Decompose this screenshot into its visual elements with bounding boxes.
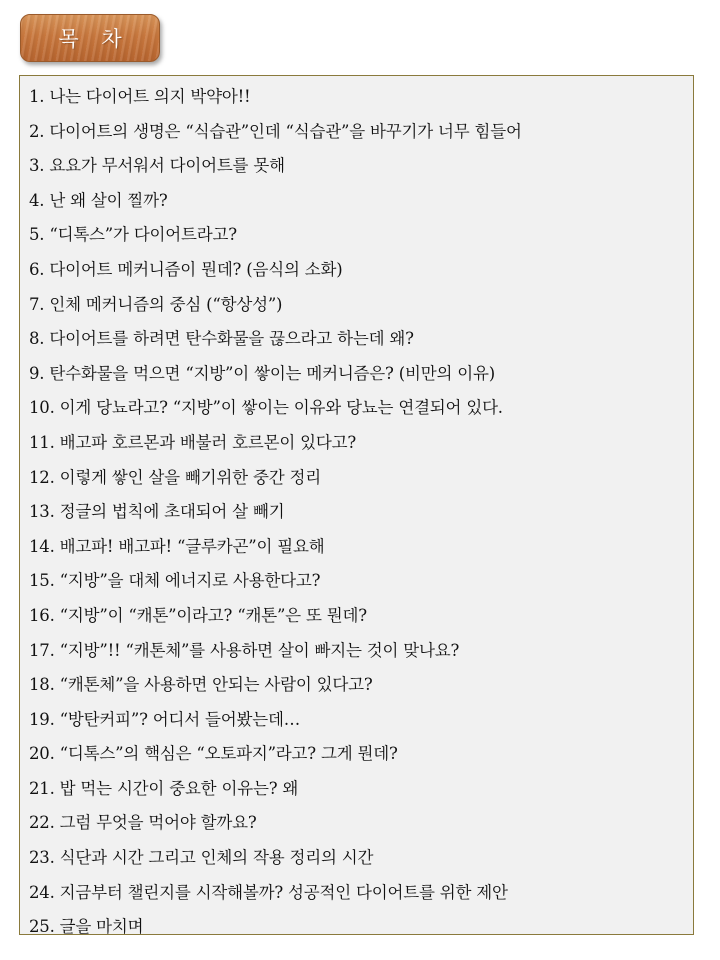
toc-item: [29, 218, 685, 253]
toc-item-number: 4.: [29, 190, 45, 210]
toc-item: [29, 149, 685, 184]
toc-item: [29, 841, 685, 876]
toc-item-title: 지금부터 챌린지를 시작해볼까? 성공적인 다이어트를 위한 제안: [59, 882, 508, 902]
toc-item-number: 5.: [29, 225, 45, 245]
toc-item: [29, 495, 685, 530]
table-of-contents: [19, 75, 694, 935]
toc-item-title: 다이어트 메커니즘이 뭔데? (음식의 소화): [49, 259, 343, 279]
toc-item: [29, 80, 685, 115]
toc-item-number: 21.: [29, 778, 55, 798]
toc-item-number: 16.: [29, 605, 55, 625]
toc-item-title: 인체 메커니즘의 중심 (“항상성”): [49, 294, 283, 314]
toc-item-title: “지방”!! “캐톤체”를 사용하면 살이 빠지는 것이 맞나요?: [59, 640, 460, 660]
toc-item-title: 정글의 법칙에 초대되어 살 빼기: [59, 502, 285, 522]
toc-item-number: 3.: [29, 156, 45, 176]
toc-title-badge: [20, 14, 160, 62]
toc-item: [29, 322, 685, 357]
toc-item: [29, 184, 685, 219]
toc-item-title: “디톡스”의 핵심은 “오토파지”라고? 그게 뭔데?: [59, 744, 398, 764]
toc-item-number: 9.: [29, 363, 45, 383]
toc-item-title: 글을 마치며: [59, 917, 144, 937]
toc-item-number: 25.: [29, 917, 55, 937]
toc-item-number: 12.: [29, 467, 55, 487]
toc-item: [29, 806, 685, 841]
page-title: 목 차: [58, 27, 130, 51]
toc-item-number: 6.: [29, 259, 45, 279]
toc-item-title: 탄수화물을 먹으면 “지방”이 쌓이는 메커니즘은? (비만의 이유): [49, 363, 495, 383]
toc-item: [29, 772, 685, 807]
toc-item-title: “캐톤체”을 사용하면 안되는 사람이 있다고?: [59, 675, 373, 695]
toc-item: [29, 910, 685, 945]
toc-item-title: “디톡스”가 다이어트라고?: [49, 225, 237, 245]
toc-item-number: 20.: [29, 744, 55, 764]
toc-item-number: 13.: [29, 502, 55, 522]
toc-item-number: 11.: [29, 432, 55, 452]
toc-item-number: 10.: [29, 398, 55, 418]
toc-item-number: 14.: [29, 536, 55, 556]
toc-item: [29, 564, 685, 599]
toc-item: [29, 634, 685, 669]
toc-item-number: 22.: [29, 813, 55, 833]
toc-item: [29, 391, 685, 426]
toc-item-number: 1.: [29, 87, 45, 106]
toc-list: [29, 80, 685, 945]
toc-item-title: “지방”이 “캐톤”이라고? “캐톤”은 또 뭔데?: [59, 605, 367, 625]
toc-item: [29, 461, 685, 496]
toc-item-title: 나는 다이어트 의지 박약아!!: [49, 87, 251, 106]
toc-item-title: 이렇게 쌓인 살을 빼기위한 중간 정리: [59, 467, 321, 487]
toc-item: [29, 599, 685, 634]
toc-item-number: 17.: [29, 640, 55, 660]
toc-item-title: 난 왜 살이 찔까?: [49, 190, 168, 210]
toc-item: [29, 288, 685, 323]
toc-item: [29, 703, 685, 738]
toc-item: [29, 530, 685, 565]
toc-item: [29, 876, 685, 911]
toc-item: [29, 253, 685, 288]
toc-item-number: 15.: [29, 571, 55, 591]
toc-item: [29, 426, 685, 461]
toc-item: [29, 668, 685, 703]
toc-item-number: 2.: [29, 121, 45, 141]
toc-item-title: “방탄커피”? 어디서 들어봤는데…: [59, 709, 301, 729]
toc-item-title: 식단과 시간 그리고 인체의 작용 정리의 시간: [59, 848, 374, 868]
toc-item-title: 이게 당뇨라고? “지방”이 쌓이는 이유와 당뇨는 연결되어 있다.: [59, 398, 503, 418]
toc-item-title: 배고파 호르몬과 배불러 호르몬이 있다고?: [59, 432, 357, 452]
toc-item-title: 요요가 무서워서 다이어트를 못해: [49, 156, 285, 176]
toc-item-number: 18.: [29, 675, 55, 695]
toc-item: [29, 737, 685, 772]
toc-item: [29, 115, 685, 150]
toc-item-title: 다이어트를 하려면 탄수화물을 끊으라고 하는데 왜?: [49, 329, 414, 349]
toc-item-title: 밥 먹는 시간이 중요한 이유는? 왜: [59, 778, 299, 798]
toc-item-title: “지방”을 대체 에너지로 사용한다고?: [59, 571, 321, 591]
toc-item-number: 19.: [29, 709, 55, 729]
toc-item-number: 23.: [29, 848, 55, 868]
toc-item-number: 24.: [29, 882, 55, 902]
toc-item-number: 8.: [29, 329, 45, 349]
toc-item-number: 7.: [29, 294, 45, 314]
toc-item: [29, 357, 685, 392]
toc-item-title: 배고파! 배고파! “글루카곤”이 필요해: [59, 536, 325, 556]
toc-item-title: 다이어트의 생명은 “식습관”인데 “식습관”을 바꾸기가 너무 힘들어: [49, 121, 522, 141]
toc-item-title: 그럼 무엇을 먹어야 할까요?: [59, 813, 257, 833]
